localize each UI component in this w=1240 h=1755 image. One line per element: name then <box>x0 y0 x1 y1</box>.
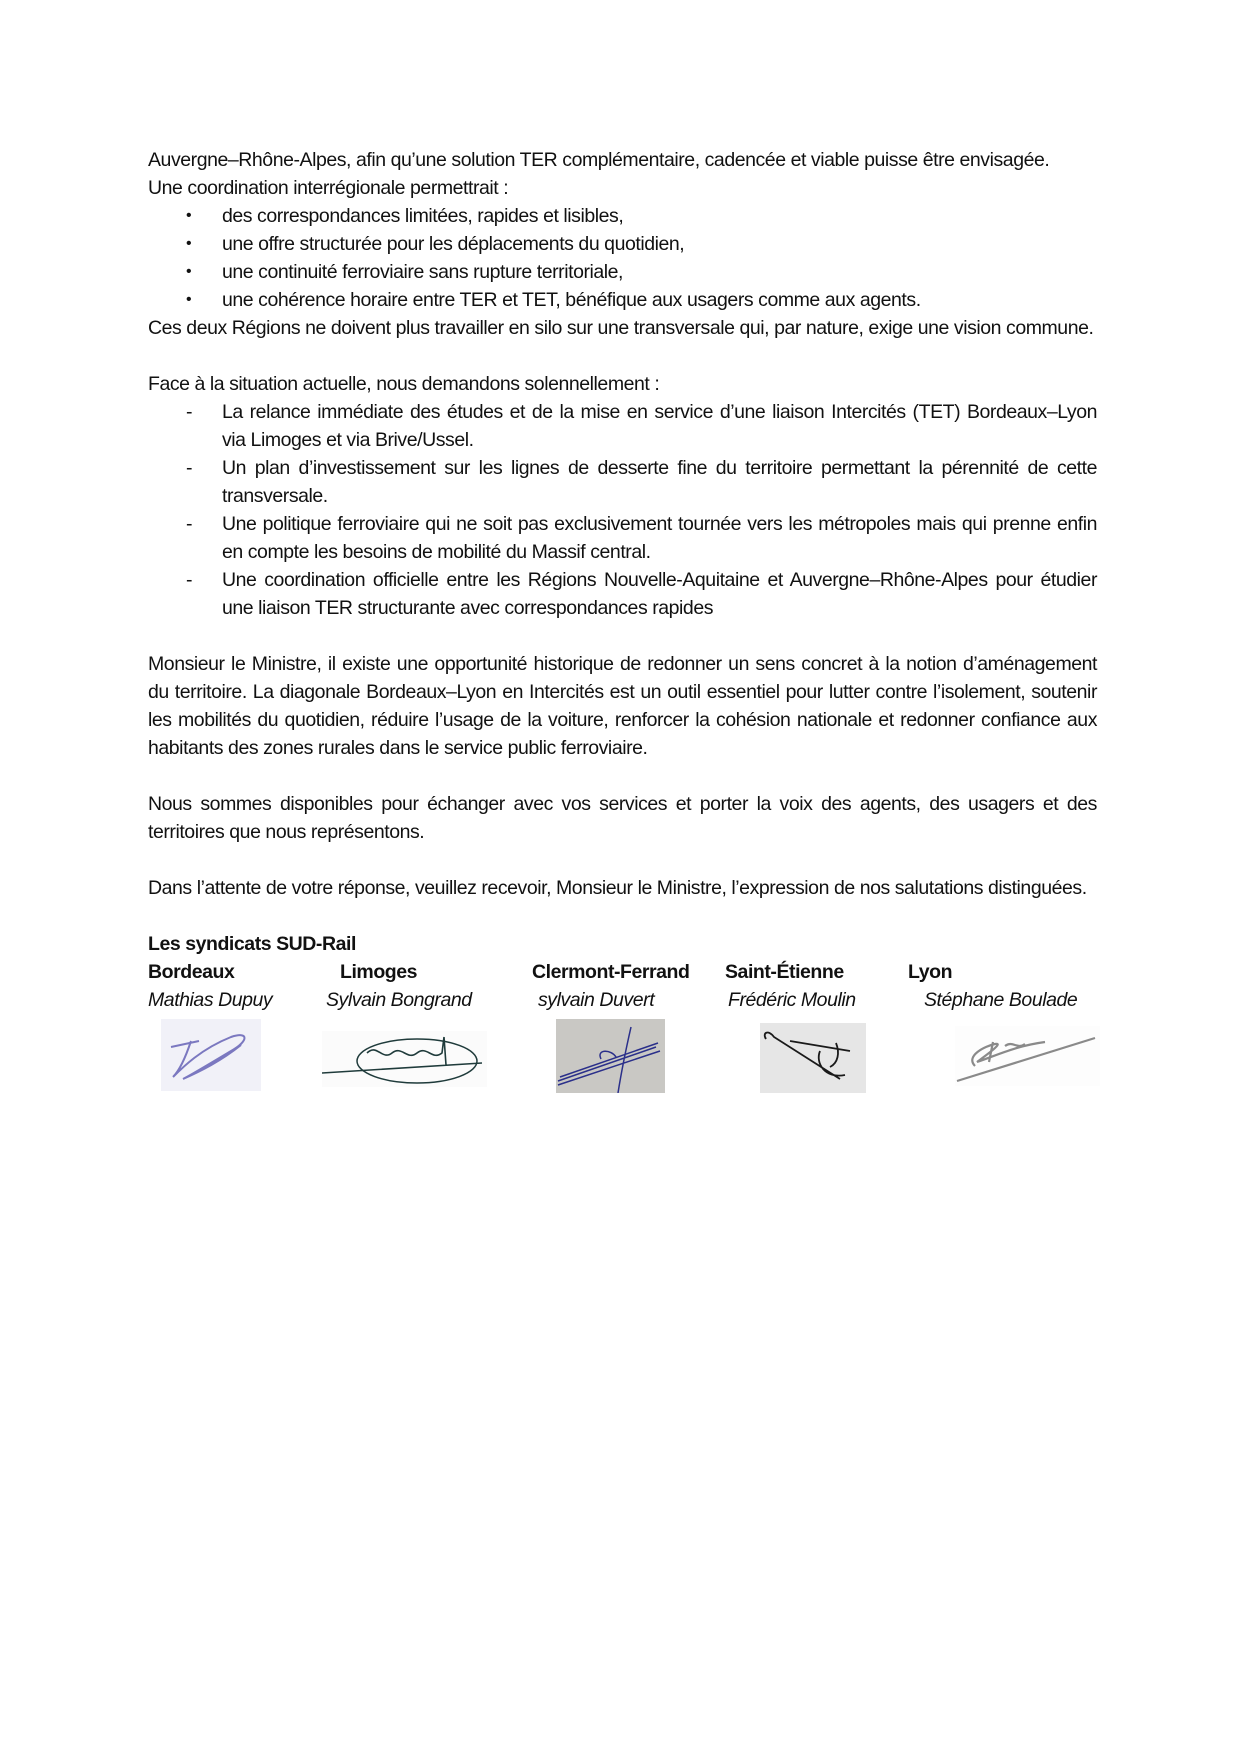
list-item-text: Une politique ferroviaire qui ne soit pas exclusivement tournée vers les métropoles mais qui prenne enfin en compte les besoins de mobilité du Massif central. <box>222 513 1097 563</box>
signatory-name: Mathias Dupuy <box>148 989 273 1011</box>
opening-paragraph: Auvergne–Rhône-Alpes, afin qu’une solution TER complémentaire, cadencée et viable puisse être envisagée. <box>148 149 1050 171</box>
signature-limoges-icon <box>322 1031 487 1087</box>
list-item <box>148 286 1097 314</box>
coordination-benefits-list <box>148 202 1097 314</box>
list-item <box>148 454 1097 510</box>
list-item <box>148 258 1097 286</box>
list-item-text: une continuité ferroviaire sans rupture territoriale, <box>222 261 624 283</box>
list-item-text: une offre structurée pour les déplacements du quotidien, <box>222 233 685 255</box>
dash-icon: - <box>186 569 193 591</box>
signatory-city: Bordeaux <box>148 961 235 983</box>
signature-lyon-icon <box>955 1026 1100 1086</box>
signatory-names-row <box>148 986 1097 1014</box>
bullet-icon: • <box>186 263 192 280</box>
ministre-paragraph: Monsieur le Ministre, il existe une opportunité historique de redonner un sens concret à la notion d’aménagement du territoire. La diagonale Bordeaux–Lyon en Intercités est un outil essentiel pour lutter contre l’isolement, soutenir les mobilités du quotidien, réduire l’usage de la voiture, renforcer la cohésion nationale et redonner confiance aux habitants des zones rurales dans le service public ferroviaire. <box>148 653 1097 759</box>
signatory-city: Saint-Étienne <box>725 961 844 983</box>
list-item-text: une cohérence horaire entre TER et TET, bénéfique aux usagers comme aux agents. <box>222 289 921 311</box>
dash-icon: - <box>186 457 193 479</box>
paragraph-spacer <box>148 902 1097 930</box>
signature-title: Les syndicats SUD-Rail <box>148 933 356 955</box>
signatory-city: Clermont-Ferrand <box>532 961 690 983</box>
dash-icon: - <box>186 513 193 535</box>
bullet-icon: • <box>186 291 192 308</box>
signature-icon <box>161 1019 261 1091</box>
signatory-city: Lyon <box>908 961 953 983</box>
signatory-name: Frédéric Moulin <box>728 989 856 1011</box>
paragraph-spacer <box>148 762 1097 790</box>
list-item-text: Une coordination officielle entre les Régions Nouvelle-Aquitaine et Auvergne–Rhône-Alpes pour étudier une liaison TER structurante avec correspondances rapides <box>222 569 1097 619</box>
signature-clermont-icon <box>556 1019 665 1093</box>
availability-paragraph: Nous sommes disponibles pour échanger avec vos services et porter la voix des agents, des usagers et des territoires que nous représentons. <box>148 793 1097 843</box>
signature-icon <box>556 1019 665 1093</box>
signature-saint-etienne-icon <box>760 1023 866 1093</box>
letter-page <box>148 146 1097 1104</box>
demands-intro: Face à la situation actuelle, nous demandons solennellement : <box>148 373 660 395</box>
bullet-icon: • <box>186 235 192 252</box>
signature-block <box>148 930 1097 1104</box>
paragraph-spacer <box>148 622 1097 650</box>
list-item-text: des correspondances limitées, rapides et lisibles, <box>222 205 624 227</box>
signature-bordeaux-icon <box>161 1019 261 1091</box>
signatory-name: sylvain Duvert <box>538 989 655 1011</box>
signature-images-row <box>148 1014 1097 1104</box>
list-item <box>148 230 1097 258</box>
list-item <box>148 510 1097 566</box>
paragraph-spacer <box>148 846 1097 874</box>
silo-paragraph: Ces deux Régions ne doivent plus travailler en silo sur une transversale qui, par nature, exige une vision commune. <box>148 317 1094 339</box>
coordination-intro: Une coordination interrégionale permettrait : <box>148 177 509 199</box>
list-item-text: La relance immédiate des études et de la mise en service d’une liaison Intercités (TET) Bordeaux–Lyon via Limoges et via Brive/Ussel. <box>222 401 1097 451</box>
demands-list <box>148 398 1097 622</box>
paragraph-spacer <box>148 342 1097 370</box>
list-item <box>148 202 1097 230</box>
signature-icon <box>955 1026 1100 1086</box>
signature-icon <box>322 1031 487 1087</box>
bullet-icon: • <box>186 207 192 224</box>
dash-icon: - <box>186 401 193 423</box>
closing-paragraph: Dans l’attente de votre réponse, veuillez recevoir, Monsieur le Ministre, l’expression de nos salutations distinguées. <box>148 877 1087 899</box>
signatory-city: Limoges <box>340 961 418 983</box>
list-item <box>148 566 1097 622</box>
signatory-name: Sylvain Bongrand <box>326 989 472 1011</box>
signatory-cities-row <box>148 958 1097 986</box>
list-item-text: Un plan d’investissement sur les lignes de desserte fine du territoire permettant la pérennité de cette transversale. <box>222 457 1097 507</box>
list-item <box>148 398 1097 454</box>
signature-icon <box>760 1023 866 1093</box>
signatory-name: Stéphane Boulade <box>924 989 1078 1011</box>
